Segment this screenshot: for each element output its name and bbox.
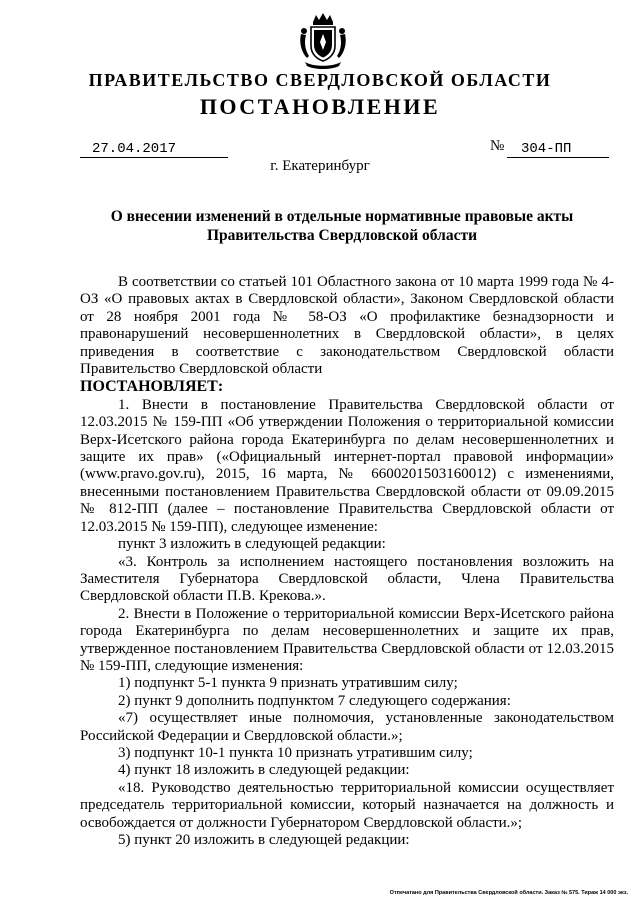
- body-paragraph-7: «7) осуществляет иные полномочия, установленные законодательством Российской Федерации и Свердловской области.»;: [80, 710, 614, 744]
- document-type-title: ПОСТАНОВЛЕНИЕ: [199, 94, 441, 119]
- body-paragraph-2: пункт 3 изложить в следующей редакции:: [118, 536, 386, 553]
- government-title: ПРАВИТЕЛЬСТВО СВЕРДЛОВСКОЙ ОБЛАСТИ: [88, 70, 552, 90]
- body-paragraph-6: 2) пункт 9 дополнить подпунктом 7 следующего содержания:: [118, 692, 511, 709]
- decree-word: [80, 378, 614, 396]
- document-number: 304-ПП: [507, 141, 609, 158]
- print-note: Отпечатано для Правительства Свердловской области. Заказ № 575. Тираж 14 000 экз.: [389, 890, 628, 896]
- number-label: №: [490, 138, 505, 154]
- body-paragraph-5: 1) подпункт 5-1 пункта 9 признать утратившим силу;: [118, 675, 458, 692]
- body-paragraph-4: 2. Внести в Положение о территориальной комиссии Верх-Исетского района города Екатеринбурга по делам несовершеннолетних и защите их прав, утвержденное постановлением Правительства Свердловской области от 12.03.2015 № 159-ПП, следующие изменения:: [80, 605, 614, 674]
- subject-line-2: Правительства Свердловской области: [206, 227, 478, 244]
- city-name: г. Екатеринбург: [270, 158, 370, 174]
- body-paragraph-11: 5) пункт 20 изложить в следующей редакции:: [118, 832, 410, 848]
- body-paragraph-8: 3) подпункт 10-1 пункта 10 признать утратившим силу;: [118, 744, 473, 761]
- document-subject: [80, 207, 604, 245]
- document-date: 27.04.2017: [80, 141, 228, 158]
- body-paragraph-1: 1. Внести в постановление Правительства Свердловской области от 12.03.2015 № 159-ПП «Об утверждении Положения о территориальной комиссии Верх-Исетского района города Екатеринбурга по делам несовершеннолетних и защите их прав» («Официальный интернет-портал правовой информации» (www.pravo.gov.ru), 2015, 16 марта, № 6600201503160012) с изменениями, внесенными постановлением Правительства Свердловской области от 09.09.2015 № 812-ПП (далее – постановление Правительства Свердловской области от 12.03.2015 № 159-ПП), следующее изменение:: [80, 396, 614, 535]
- document-body: [80, 274, 614, 849]
- subject-line-1: О внесении изменений в отдельные нормативные правовые акты: [110, 208, 574, 225]
- decree-word-text: ПОСТАНОВЛЯЕТ:: [80, 378, 224, 396]
- body-paragraph-9: 4) пункт 18 изложить в следующей редакции:: [118, 762, 410, 779]
- body-paragraph-3: «3. Контроль за исполнением настоящего постановления возложить на Заместителя Губернатора Свердловской области, Члена Правительства Свердловской области П.В. Крекова.».: [80, 553, 614, 605]
- preamble-paragraph: В соответствии со статьей 101 Областного закона от 10 марта 1999 года № 4-ОЗ «О правовых актах в Свердловской области», Законом Свердловской области от 28 ноября 2001 года № 58-ОЗ «О профилактике безнадзорности и правонарушений несовершеннолетних в Свердловской области», в целях приведения в соответствие с законодательством Свердловской области Правительство Свердловской области: [80, 274, 614, 378]
- body-paragraph-10: «18. Руководство деятельностью территориальной комиссии осуществляет председатель территориальной комиссии, который назначается на должность и освобождается от должности Губернатором Свердловской области.»;: [80, 779, 614, 831]
- sverdlovsk-coat-of-arms-icon: [297, 12, 349, 70]
